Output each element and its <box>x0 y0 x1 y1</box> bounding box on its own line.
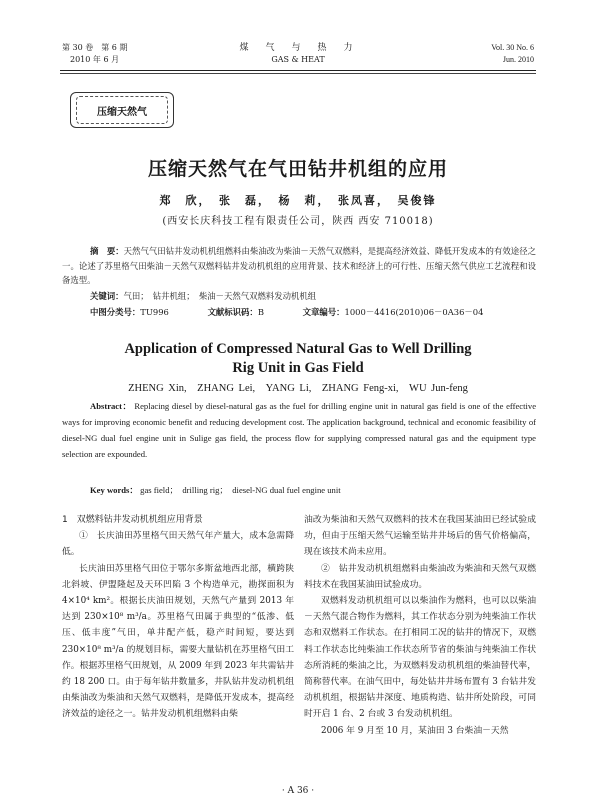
abstract-cn-label: 摘 要： <box>90 246 124 256</box>
issue-date-en: Jun. 2010 <box>502 55 534 64</box>
keywords-cn-text: 气田； 钻井机组； 柴油－天然气双燃料发动机机组 <box>123 291 317 301</box>
subpoint-1: ① 长庆油田苏里格气田天然气年产量大，成本急需降低。 <box>62 531 294 558</box>
authors-cn: 郑 欣， 张 磊， 杨 莉， 张凤喜， 吴俊锋 <box>159 194 437 207</box>
article-title-cn: 压缩天然气在气田钻井机组的应用 <box>147 158 448 180</box>
article-title-en-line2: Rig Unit in Gas Field <box>232 360 364 376</box>
volume-issue: 第 30 卷 第 6 期 <box>62 43 128 52</box>
article-number-value: 1000－4416(2010)06－0A36－04 <box>344 307 484 317</box>
body-left-column <box>62 512 294 723</box>
doc-code-label: 文献标识码： <box>207 307 258 317</box>
volume-issue-en: Vol. 30 No. 6 <box>491 43 534 52</box>
keywords-en-label: Key words： <box>90 485 138 495</box>
journal-name-cn: 煤 气 与 热 力 <box>239 43 357 53</box>
keywords-cn <box>90 290 316 302</box>
affiliation-cn: (西安长庆科技工程有限责任公司，陕西 西安 710018) <box>162 216 434 227</box>
keywords-en-text: gas field； drilling rig； diesel-NG dual fuel engine unit <box>140 485 341 495</box>
clc-label: 中图分类号： <box>90 307 141 317</box>
paragraph: 双燃料发动机机组可以以柴油作为燃料，也可以以柴油－天然气混合物作为燃料，其工作状态分别为纯柴油工作状态和双燃料工作状态。在打相同工况的钻井的情况下，双燃料工作状态比纯柴油工作状态所节省的柴油与纯柴油工作状态所消耗的柴油之比，为双燃料发动机机组的柴油替代率，简称替代率。在油气田中，每处钻井井场布置有 3 台钻井发动机机组，根据钻井深度、地质构造、钻井所处阶段，可同时开启 1 台、2 台或 3 台发动机机组。 <box>304 596 536 720</box>
abstract-en-text: Replacing diesel by diesel-natural gas as the fuel for drilling engine unit in natural gas field is one of the effective ways for improving economic benefit and reducing development cost. The application background, technical and economic feasibility of diesel-NG dual fuel engine unit in Sulige gas field, the process flow for supplying compressed natural gas and the equipment type selection are expounded. <box>62 401 537 459</box>
issue-date: 2010 年 6 月 <box>70 55 120 64</box>
subpoint-2: ② 钻井发动机机组燃料由柴油改为柴油和天然气双燃料技术在我国某油田试验成功。 <box>304 563 536 590</box>
abstract-cn-text: 天然气气田钻井发动机机组燃料由柴油改为柴油－天然气双燃料，是提高经济效益、降低开发成本的有效途径之一。论述了苏里格气田柴油－天然气双燃料钻井发动机机组的应用背景、技术和经济上的可行性、压缩天然气供应工艺流程和设备选型。 <box>62 246 537 285</box>
doc-code-value: B <box>257 307 264 317</box>
journal-name-en: GAS & HEAT <box>271 55 325 64</box>
abstract-cn <box>62 244 536 288</box>
article-title-en-line1: Application of Compressed Natural Gas to Well Drilling <box>124 341 472 357</box>
keywords-cn-label: 关键词： <box>90 291 124 301</box>
header-rule <box>60 70 536 71</box>
running-header-right <box>491 42 534 66</box>
column-tag: 压缩天然气 <box>76 96 168 124</box>
header-rule-thin <box>60 73 536 74</box>
authors-en: ZHENG Xin, ZHANG Lei, YANG Li, ZHANG Feng-xi, WU Jun-feng <box>128 383 468 394</box>
paragraph: 2006 年 9 月至 10 月，某油田 3 台柴油－天然 <box>321 725 509 736</box>
article-number-label: 文章编号： <box>302 307 345 317</box>
paragraph: 油改为柴油和天然气双燃料的技术在我国某油田已经试验成功，但由于压缩天然气运输至钻井井场后的售气价格偏高，现在该技术尚未应用。 <box>304 515 536 558</box>
body-right-column <box>304 512 536 739</box>
abstract-en <box>62 398 536 462</box>
paragraph: 长庆油田苏里格气田位于鄂尔多斯盆地西北部，横跨陕北斜坡、伊盟隆起及天环凹陷 3 个构造单元，勘探面积为 4×10⁴ km²。根据长庆油田规划，天然气产量到 2013 年达到 230×10⁸ m³/a。苏里格气田属于典型的“低渗、低压、低丰度”气田，单井配产低，稳产时间短，要达到 230×10⁸ m³/a 的规划目标，需要大量钻机在苏里格气田工作。根据苏里格气田规划，从 2009 年到 2023 年共需钻井约 18 200 口。由于每年钻井数量多，井队钻井发动机机组由柴油改为柴油和天然气双燃料，是降低开发成本，提高经济效益的途径之一。钻井发动机机组燃料由柴 <box>62 563 294 720</box>
classification-line <box>90 306 519 318</box>
article-title-en <box>0 340 596 378</box>
section-heading: 1 双燃料钻井发动机机组应用背景 <box>62 515 203 525</box>
clc-value: TU996 <box>140 307 169 317</box>
page-number: · A 36 · <box>281 786 315 796</box>
keywords-en <box>90 484 341 496</box>
abstract-en-label: Abstract： <box>90 401 132 411</box>
